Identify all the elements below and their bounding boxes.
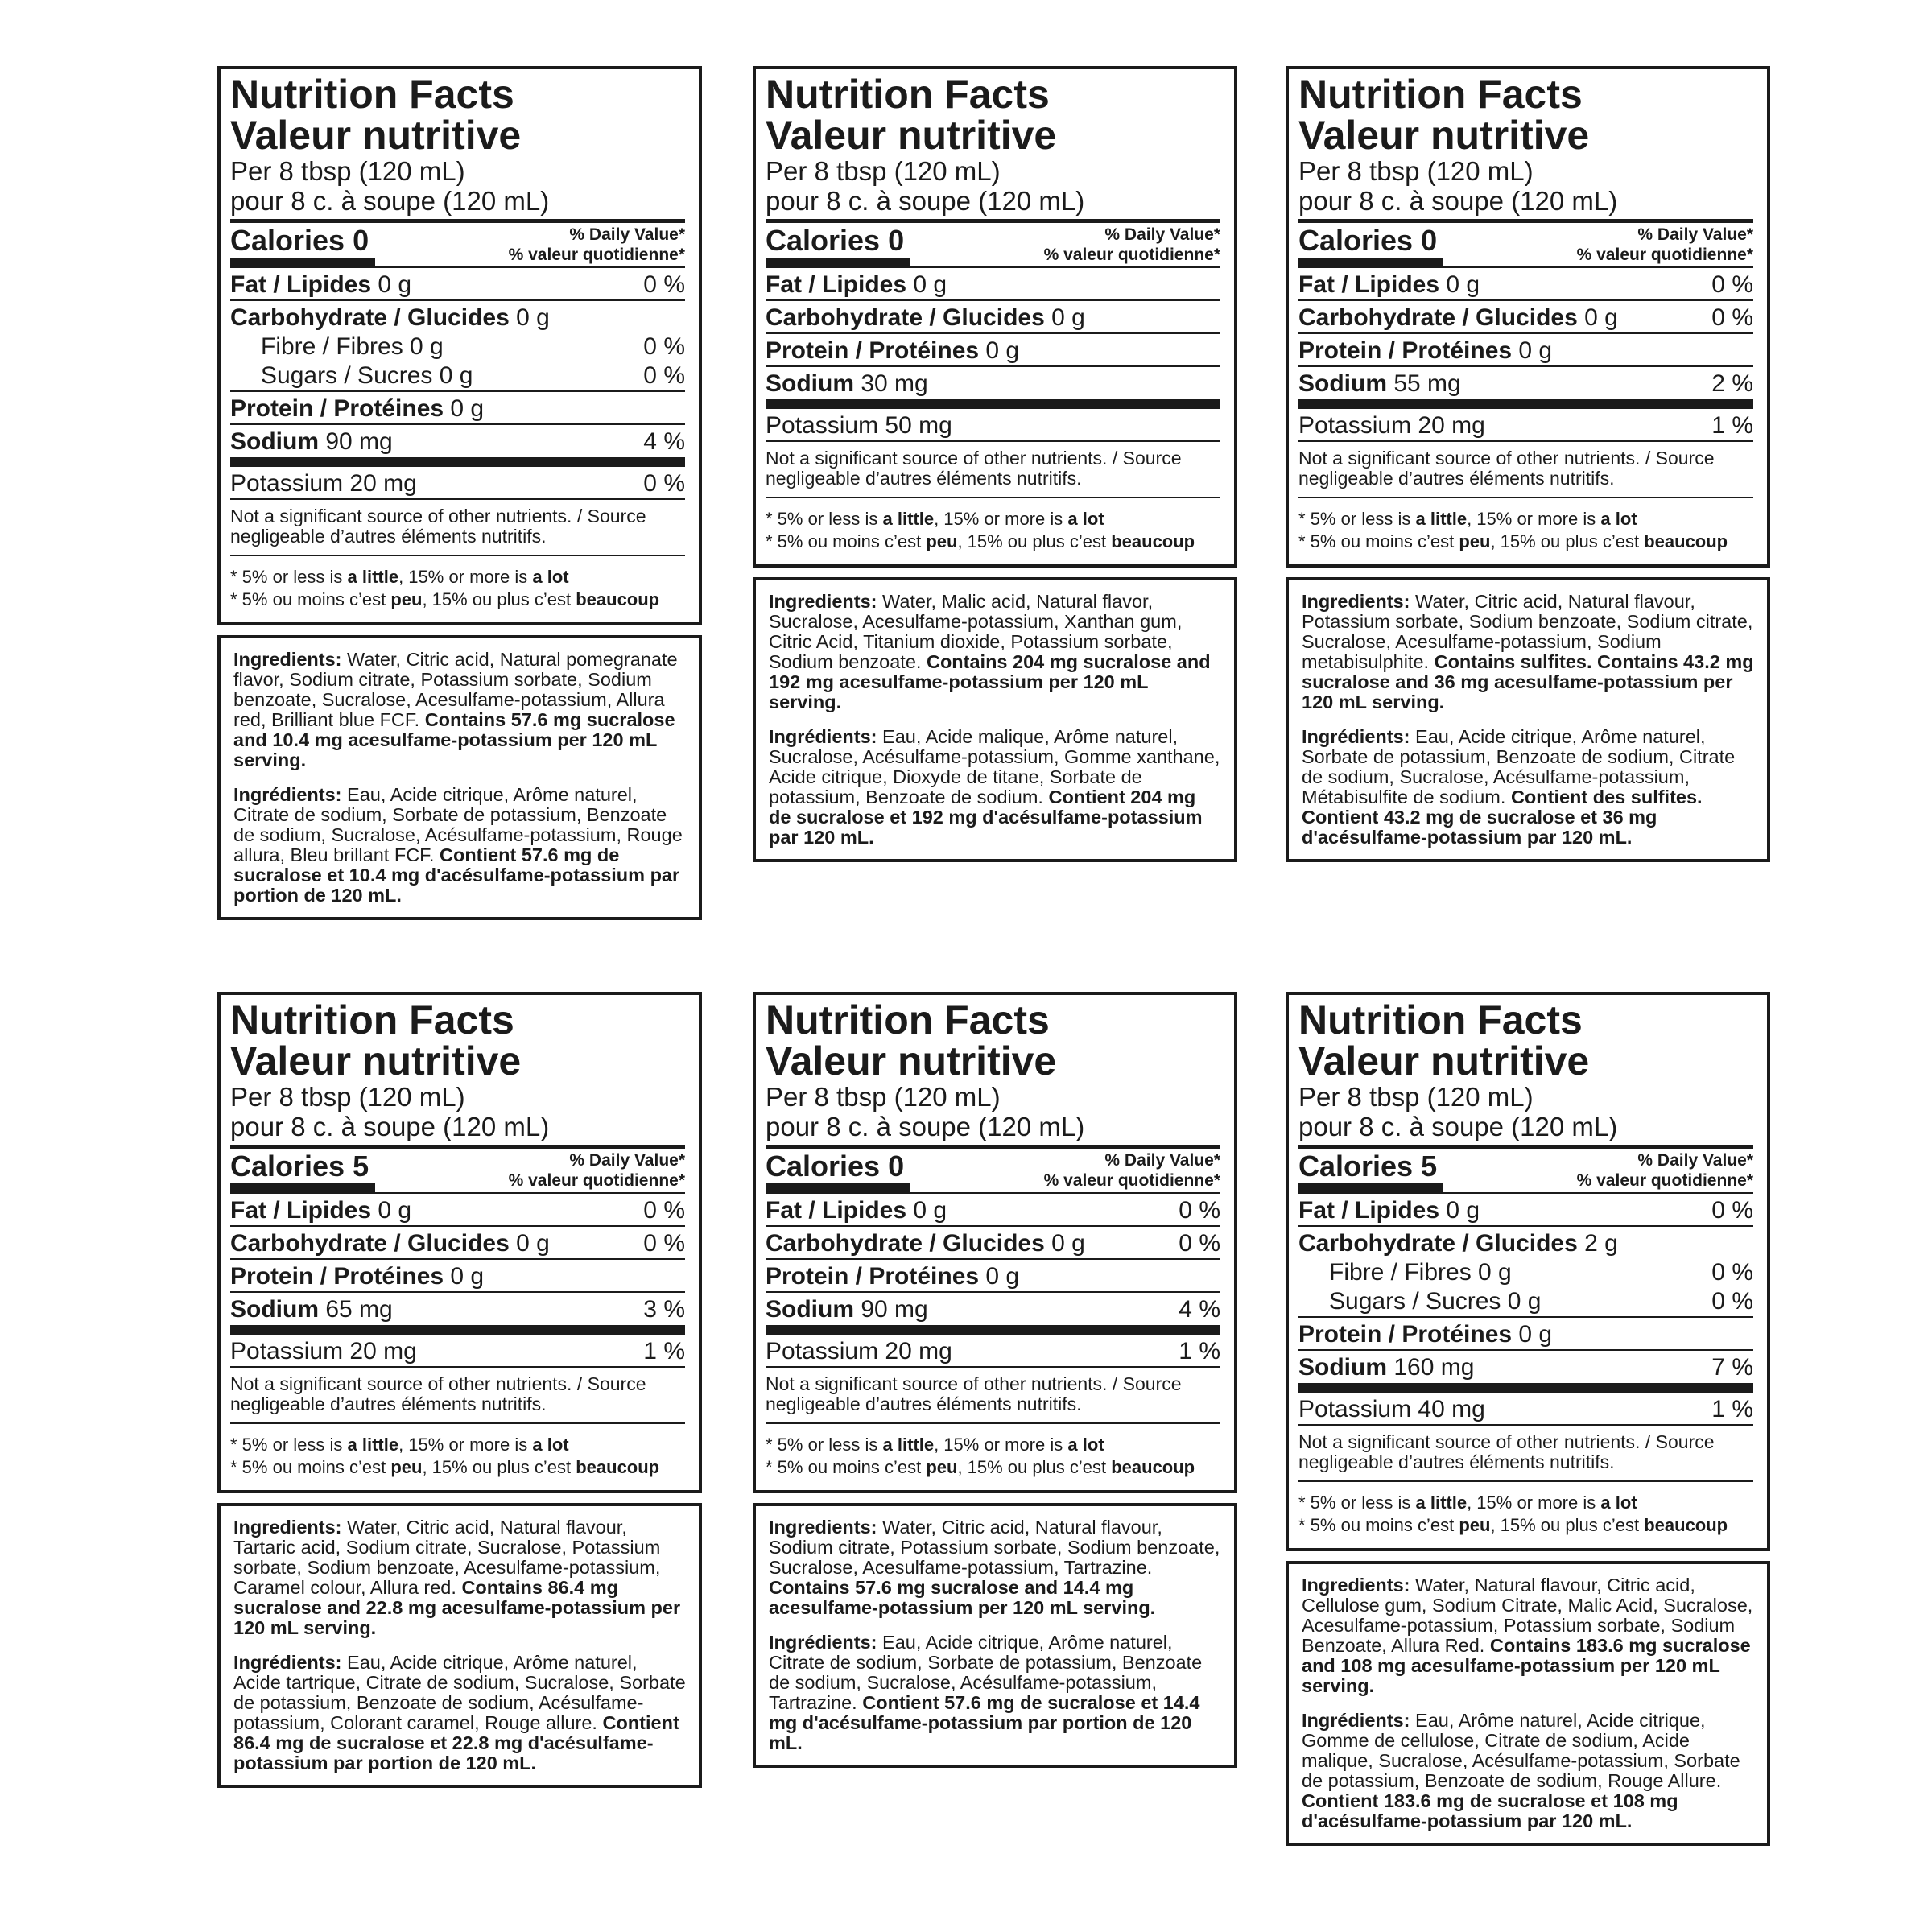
title-fr: Valeur nutritive bbox=[1298, 1038, 1590, 1084]
nutrient-daily-value: 1 % bbox=[1179, 1338, 1220, 1364]
nutrient-daily-value: 0 % bbox=[1179, 1197, 1220, 1224]
daily-value-header bbox=[1577, 225, 1753, 265]
daily-value-footnote-en: * 5% or less is a little, 15% or more is a lot bbox=[1298, 509, 1637, 529]
nutrient-daily-value: 0 % bbox=[1711, 1197, 1753, 1224]
divider-thick bbox=[766, 399, 1220, 409]
daily-value-footnote-fr: * 5% ou moins c’est peu, 15% ou plus c’est beaucoup bbox=[1298, 531, 1728, 551]
divider-thick bbox=[1298, 399, 1753, 409]
nutrient-name: Potassium 20 mg bbox=[230, 1338, 417, 1364]
nutrient-row bbox=[766, 268, 1220, 299]
nutrient-row bbox=[766, 1260, 1220, 1291]
ingredients-box bbox=[753, 1503, 1237, 1768]
daily-value-footnote bbox=[230, 1424, 685, 1479]
nutrient-daily-value: 4 % bbox=[643, 428, 685, 455]
title-fr: Valeur nutritive bbox=[1298, 113, 1590, 158]
nutrient-rows bbox=[230, 1194, 685, 1368]
calories-value: Calories 0 bbox=[766, 224, 905, 257]
serving-size-en: Per 8 tbsp (120 mL) bbox=[1298, 1082, 1534, 1112]
nutrient-rows bbox=[1298, 1194, 1753, 1426]
divider-thick bbox=[230, 1325, 685, 1335]
ingredients-fr: Ingrédients: Eau, Arôme naturel, Acide citrique, Gomme de cellulose, Citrate de sodium, Acide malique, Sucralose, Acésulfame-potassium, Sorbate de potassium, Benzoate de sodium, Rouge Allure. Contient 183.6 mg de sucralose et 108 mg d'acésulfame-potassium par 120 mL. bbox=[1302, 1710, 1740, 1831]
nutrient-name: Protein / Protéines 0 g bbox=[1298, 1321, 1553, 1348]
title-en: Nutrition Facts bbox=[1298, 997, 1583, 1042]
divider-thick bbox=[766, 219, 1220, 223]
divider-thick bbox=[230, 1145, 685, 1149]
daily-value-header-en: % Daily Value* bbox=[569, 1151, 685, 1170]
daily-value-header-en: % Daily Value* bbox=[1637, 225, 1753, 244]
nutrient-name: Sodium 55 mg bbox=[1298, 370, 1461, 397]
nutrient-name: Sugars / Sucres 0 g bbox=[261, 362, 473, 389]
nutrient-daily-value: 7 % bbox=[1711, 1354, 1753, 1381]
nutrient-row bbox=[230, 301, 685, 332]
ingredients-fr: Ingrédients: Eau, Acide citrique, Arôme naturel, Sorbate de potassium, Benzoate de sodium, Citrate de sodium, Sucralose, Acésulfame-potassium, Métabisulfite de sodium. Contient des sulfites. Contient 43.2 mg de sucralose et 36 mg d'acésulfame-potassium par 120 mL. bbox=[1302, 726, 1736, 848]
nutrient-row bbox=[230, 268, 685, 299]
nutrient-rows bbox=[766, 268, 1220, 442]
title-fr: Valeur nutritive bbox=[230, 113, 522, 158]
serving-size-en: Per 8 tbsp (120 mL) bbox=[766, 1082, 1001, 1112]
not-significant-note: Not a significant source of other nutrients. / Source negligeable d’autres éléments nutritifs. bbox=[766, 1373, 1182, 1414]
nutrient-row bbox=[766, 1335, 1220, 1366]
nutrition-facts-box bbox=[753, 992, 1237, 1493]
daily-value-footnote-en: * 5% or less is a little, 15% or more is a lot bbox=[1298, 1492, 1637, 1513]
nutrient-row bbox=[1298, 1227, 1753, 1258]
nutrient-row bbox=[1298, 1287, 1753, 1316]
nutrient-daily-value: 1 % bbox=[1711, 1396, 1753, 1422]
calories-underline bbox=[230, 258, 375, 266]
daily-value-header bbox=[509, 1150, 685, 1191]
nutrient-row bbox=[766, 1293, 1220, 1324]
calories-row bbox=[1298, 225, 1753, 266]
calories-underline bbox=[1298, 1183, 1443, 1192]
ingredients-en: Ingredients: Water, Natural flavour, Citric acid, Cellulose gum, Sodium Citrate, Malic Acid, Sucralose, Acesulfame-potassium, Potassium sorbate, Sodium Benzoate, Allura Red. Contains 183.6 mg sucralose and 108 mg acesulfame-potassium per 120 mL serving. bbox=[1302, 1575, 1753, 1696]
title-fr: Valeur nutritive bbox=[766, 113, 1057, 158]
nutrient-daily-value: 0 % bbox=[1711, 1288, 1753, 1315]
nutrient-row bbox=[1298, 1194, 1753, 1225]
ingredients-en: Ingredients: Water, Citric acid, Natural flavour, Tartaric acid, Sodium citrate, Sucralose, Potassium sorbate, Sodium benzoate, Acesulfame-potassium, Caramel colour, Allura red. Contains 86.4 mg sucralose and 22.8 mg acesulfame-potassium per 120 mL serving. bbox=[233, 1517, 681, 1638]
ingredients-fr: Ingrédients: Eau, Acide malique, Arôme naturel, Sucralose, Acésulfame-potassium, Gomme xanthane, Acide citrique, Dioxyde de titane, Sorbate de potassium, Benzoate de sodium. Contient 204 mg de sucralose et 192 mg d'acésulfame-potassium par 120 mL. bbox=[769, 726, 1220, 848]
nutrient-row bbox=[1298, 268, 1753, 299]
daily-value-footnote-en: * 5% or less is a little, 15% or more is a lot bbox=[766, 509, 1104, 529]
title-en: Nutrition Facts bbox=[1298, 72, 1583, 117]
calories-value: Calories 0 bbox=[230, 224, 369, 257]
nutrient-row bbox=[230, 1194, 685, 1225]
nutrient-daily-value: 3 % bbox=[643, 1296, 685, 1323]
daily-value-header-fr: % valeur quotidienne* bbox=[1576, 1171, 1753, 1190]
calories-value: Calories 5 bbox=[1298, 1150, 1438, 1183]
ingredients-en: Ingredients: Water, Malic acid, Natural flavor, Sucralose, Acesulfame-potassium, Xanthan gum, Citric Acid, Titanium dioxide, Potassium sorbate, Sodium benzoate. Contains 204 mg sucralose and 192 mg acesulfame-potassium per 120 mL serving. bbox=[769, 591, 1211, 712]
calories-row bbox=[230, 1150, 685, 1192]
calories-row bbox=[230, 225, 685, 266]
daily-value-header-fr: % valeur quotidienne* bbox=[1043, 1171, 1220, 1190]
nutrient-name: Fibre / Fibres 0 g bbox=[1329, 1259, 1512, 1286]
nutrient-name: Protein / Protéines 0 g bbox=[766, 1263, 1020, 1290]
nutrient-daily-value: 0 % bbox=[643, 1230, 685, 1257]
serving-size-en: Per 8 tbsp (120 mL) bbox=[230, 156, 465, 186]
nutrient-row bbox=[1298, 367, 1753, 398]
nutrient-name: Protein / Protéines 0 g bbox=[230, 1263, 485, 1290]
calories-underline bbox=[766, 1183, 910, 1192]
calories-row bbox=[766, 1150, 1220, 1192]
nutrient-name: Potassium 20 mg bbox=[1298, 412, 1485, 439]
nutrient-daily-value: 4 % bbox=[1179, 1296, 1220, 1323]
nutrient-daily-value: 0 % bbox=[643, 362, 685, 389]
ingredients-en: Ingredients: Water, Citric acid, Natural pomegranate flavor, Sodium citrate, Potassium sorbate, Sodium benzoate, Sucralose, Acesulfame-potassium, Allura red, Brilliant blue FCF. Contains 57.6 mg sucralose and 10.4 mg acesulfame-potassium per 120 mL serving. bbox=[233, 649, 678, 770]
daily-value-footnote-en: * 5% or less is a little, 15% or more is a lot bbox=[766, 1435, 1104, 1455]
nutrient-name: Potassium 20 mg bbox=[230, 470, 417, 497]
daily-value-header-en: % Daily Value* bbox=[1104, 225, 1220, 244]
title-en: Nutrition Facts bbox=[766, 997, 1050, 1042]
title-fr: Valeur nutritive bbox=[230, 1038, 522, 1084]
daily-value-header bbox=[1044, 1150, 1220, 1191]
daily-value-footnote bbox=[766, 498, 1220, 553]
daily-value-header-fr: % valeur quotidienne* bbox=[508, 1171, 685, 1190]
ingredients-fr: Ingrédients: Eau, Acide citrique, Arôme naturel, Citrate de sodium, Sorbate de potassium, Benzoate de sodium, Sucralose, Acésulfame-potassium, Rouge allura, Bleu brillant FCF. Contient 57.6 mg de sucralose et 10.4 mg d'acésulfame-potassium par portion de 120 mL. bbox=[233, 784, 683, 906]
nutrient-name: Sodium 90 mg bbox=[230, 428, 393, 455]
daily-value-header-en: % Daily Value* bbox=[1104, 1151, 1220, 1170]
not-significant-note: Not a significant source of other nutrients. / Source negligeable d’autres éléments nutritifs. bbox=[766, 448, 1182, 489]
nutrient-daily-value: 0 % bbox=[1711, 1259, 1753, 1286]
nutrient-rows bbox=[766, 1194, 1220, 1368]
title-en: Nutrition Facts bbox=[230, 997, 514, 1042]
daily-value-header-en: % Daily Value* bbox=[569, 225, 685, 244]
nutrient-row bbox=[766, 301, 1220, 332]
serving-size-fr: pour 8 c. à soupe (120 mL) bbox=[230, 186, 550, 216]
nutrient-daily-value: 0 % bbox=[643, 333, 685, 360]
nutrient-name: Fat / Lipides 0 g bbox=[766, 271, 947, 298]
nutrient-daily-value: 0 % bbox=[1711, 304, 1753, 331]
daily-value-footnote-fr: * 5% ou moins c’est peu, 15% ou plus c’est beaucoup bbox=[766, 531, 1195, 551]
nutrient-name: Protein / Protéines 0 g bbox=[1298, 337, 1553, 364]
divider-thick bbox=[766, 1145, 1220, 1149]
nutrition-facts-box bbox=[1286, 992, 1770, 1551]
nutrient-name: Potassium 40 mg bbox=[1298, 1396, 1485, 1422]
ingredients-box bbox=[217, 1503, 702, 1788]
calories-value: Calories 0 bbox=[1298, 224, 1438, 257]
daily-value-footnote-fr: * 5% ou moins c’est peu, 15% ou plus c’est beaucoup bbox=[1298, 1515, 1728, 1535]
daily-value-header bbox=[509, 225, 685, 265]
nutrient-name: Carbohydrate / Glucides 2 g bbox=[1298, 1230, 1618, 1257]
nutrition-facts-box bbox=[217, 992, 702, 1493]
not-significant-note: Not a significant source of other nutrients. / Source negligeable d’autres éléments nutritifs. bbox=[230, 1373, 646, 1414]
nutrient-name: Sugars / Sucres 0 g bbox=[1329, 1288, 1542, 1315]
daily-value-footnote-en: * 5% or less is a little, 15% or more is a lot bbox=[230, 567, 569, 587]
title-en: Nutrition Facts bbox=[766, 72, 1050, 117]
nutrient-daily-value: 0 % bbox=[643, 1197, 685, 1224]
divider-thick bbox=[1298, 1383, 1753, 1393]
nutrient-name: Protein / Protéines 0 g bbox=[766, 337, 1020, 364]
calories-underline bbox=[1298, 258, 1443, 266]
nutrient-row bbox=[230, 392, 685, 423]
daily-value-header-fr: % valeur quotidienne* bbox=[1043, 246, 1220, 264]
calories-value: Calories 0 bbox=[766, 1150, 905, 1183]
nutrient-row bbox=[230, 1260, 685, 1291]
nutrient-daily-value: 0 % bbox=[1179, 1230, 1220, 1257]
calories-underline bbox=[766, 258, 910, 266]
nutrient-name: Fat / Lipides 0 g bbox=[1298, 1197, 1480, 1224]
nutrient-row bbox=[230, 1335, 685, 1366]
serving-size-fr: pour 8 c. à soupe (120 mL) bbox=[1298, 186, 1618, 216]
nutrient-name: Potassium 50 mg bbox=[766, 412, 952, 439]
not-significant-note: Not a significant source of other nutrients. / Source negligeable d’autres éléments nutritifs. bbox=[1298, 1431, 1715, 1472]
daily-value-footnote bbox=[766, 1424, 1220, 1479]
divider-thick bbox=[230, 457, 685, 467]
nutrient-name: Fat / Lipides 0 g bbox=[766, 1197, 947, 1224]
nutrient-row bbox=[230, 425, 685, 456]
ingredients-fr: Ingrédients: Eau, Acide citrique, Arôme naturel, Acide tartrique, Citrate de sodium, Sucralose, Sorbate de potassium, Benzoate de sodium, Acésulfame-potassium, Colorant caramel, Rouge allure. Contient 86.4 mg de sucralose et 22.8 mg d'acésulfame-potassium par portion de 120 mL. bbox=[233, 1652, 686, 1773]
calories-row bbox=[1298, 1150, 1753, 1192]
nutrient-row bbox=[1298, 301, 1753, 332]
nutrient-daily-value: 0 % bbox=[1711, 271, 1753, 298]
serving-size-fr: pour 8 c. à soupe (120 mL) bbox=[230, 1112, 550, 1141]
nutrient-row bbox=[230, 361, 685, 390]
nutrient-row bbox=[766, 367, 1220, 398]
divider-thick bbox=[766, 1325, 1220, 1335]
nutrient-name: Carbohydrate / Glucides 0 g bbox=[1298, 304, 1618, 331]
nutrient-rows bbox=[1298, 268, 1753, 442]
nutrition-facts-box bbox=[753, 66, 1237, 568]
nutrition-facts-box bbox=[217, 66, 702, 625]
daily-value-footnote bbox=[1298, 1482, 1753, 1537]
daily-value-footnote-en: * 5% or less is a little, 15% or more is a lot bbox=[230, 1435, 569, 1455]
daily-value-footnote bbox=[1298, 498, 1753, 553]
daily-value-footnote-fr: * 5% ou moins c’est peu, 15% ou plus c’est beaucoup bbox=[230, 1457, 660, 1477]
nutrient-daily-value: 1 % bbox=[1711, 412, 1753, 439]
nutrient-name: Carbohydrate / Glucides 0 g bbox=[230, 304, 550, 331]
ingredients-box bbox=[1286, 577, 1770, 862]
nutrient-name: Sodium 160 mg bbox=[1298, 1354, 1475, 1381]
serving-size-fr: pour 8 c. à soupe (120 mL) bbox=[766, 186, 1085, 216]
nutrient-row bbox=[230, 332, 685, 361]
nutrient-daily-value: 2 % bbox=[1711, 370, 1753, 397]
nutrient-row bbox=[1298, 1351, 1753, 1382]
nutrient-name: Carbohydrate / Glucides 0 g bbox=[766, 304, 1085, 331]
nutrient-row bbox=[230, 1293, 685, 1324]
ingredients-en: Ingredients: Water, Citric acid, Natural flavour, Potassium sorbate, Sodium benzoate, Sodium citrate, Sucralose, Acesulfame-potassium, Sodium metabisulphite. Contains sulfites. Contains 43.2 mg sucralose and 36 mg acesulfame-potassium per 120 mL serving. bbox=[1302, 591, 1754, 712]
daily-value-header-en: % Daily Value* bbox=[1637, 1151, 1753, 1170]
nutrient-daily-value: 0 % bbox=[643, 271, 685, 298]
nutrient-row bbox=[1298, 334, 1753, 365]
nutrient-row bbox=[766, 1194, 1220, 1225]
title-en: Nutrition Facts bbox=[230, 72, 514, 117]
serving-size-en: Per 8 tbsp (120 mL) bbox=[1298, 156, 1534, 186]
nutrient-name: Sodium 30 mg bbox=[766, 370, 928, 397]
not-significant-note: Not a significant source of other nutrients. / Source negligeable d’autres éléments nutritifs. bbox=[1298, 448, 1715, 489]
divider-thick bbox=[230, 219, 685, 223]
nutrient-name: Fat / Lipides 0 g bbox=[1298, 271, 1480, 298]
ingredients-en: Ingredients: Water, Citric acid, Natural flavour, Sodium citrate, Potassium sorbate, Sodium benzoate, Sucralose, Acesulfame-potassium, Tartrazine. Contains 57.6 mg sucralose and 14.4 mg acesulfame-potassium per 120 mL serving. bbox=[769, 1517, 1220, 1618]
daily-value-header-fr: % valeur quotidienne* bbox=[508, 246, 685, 264]
nutrient-name: Potassium 20 mg bbox=[766, 1338, 952, 1364]
nutrient-name: Carbohydrate / Glucides 0 g bbox=[766, 1230, 1085, 1257]
nutrient-row bbox=[766, 409, 1220, 440]
serving-size-fr: pour 8 c. à soupe (120 mL) bbox=[766, 1112, 1085, 1141]
daily-value-header bbox=[1577, 1150, 1753, 1191]
nutrient-row bbox=[230, 1227, 685, 1258]
nutrient-name: Fibre / Fibres 0 g bbox=[261, 333, 444, 360]
nutrient-name: Fat / Lipides 0 g bbox=[230, 271, 412, 298]
ingredients-box bbox=[1286, 1561, 1770, 1846]
nutrient-name: Fat / Lipides 0 g bbox=[230, 1197, 412, 1224]
nutrient-daily-value: 0 % bbox=[643, 470, 685, 497]
daily-value-footnote-fr: * 5% ou moins c’est peu, 15% ou plus c’est beaucoup bbox=[230, 589, 660, 609]
serving-size-fr: pour 8 c. à soupe (120 mL) bbox=[1298, 1112, 1618, 1141]
nutrient-row bbox=[230, 467, 685, 498]
calories-value: Calories 5 bbox=[230, 1150, 369, 1183]
daily-value-header bbox=[1044, 225, 1220, 265]
nutrient-name: Carbohydrate / Glucides 0 g bbox=[230, 1230, 550, 1257]
nutrient-name: Sodium 65 mg bbox=[230, 1296, 393, 1323]
ingredients-box bbox=[217, 635, 702, 920]
nutrient-daily-value: 1 % bbox=[643, 1338, 685, 1364]
nutrient-row bbox=[766, 1227, 1220, 1258]
nutrient-row bbox=[1298, 409, 1753, 440]
nutrient-name: Sodium 90 mg bbox=[766, 1296, 928, 1323]
nutrient-row bbox=[766, 334, 1220, 365]
nutrition-facts-box bbox=[1286, 66, 1770, 568]
daily-value-footnote bbox=[230, 556, 685, 611]
nutrient-row bbox=[1298, 1318, 1753, 1349]
calories-row bbox=[766, 225, 1220, 266]
serving-size-en: Per 8 tbsp (120 mL) bbox=[766, 156, 1001, 186]
serving-size-en: Per 8 tbsp (120 mL) bbox=[230, 1082, 465, 1112]
daily-value-footnote-fr: * 5% ou moins c’est peu, 15% ou plus c’est beaucoup bbox=[766, 1457, 1195, 1477]
not-significant-note: Not a significant source of other nutrients. / Source negligeable d’autres éléments nutritifs. bbox=[230, 506, 646, 547]
divider-thick bbox=[1298, 1145, 1753, 1149]
ingredients-box bbox=[753, 577, 1237, 862]
calories-underline bbox=[230, 1183, 375, 1192]
nutrient-name: Protein / Protéines 0 g bbox=[230, 395, 485, 422]
daily-value-header-fr: % valeur quotidienne* bbox=[1576, 246, 1753, 264]
divider-thick bbox=[1298, 219, 1753, 223]
nutrient-row bbox=[1298, 1393, 1753, 1424]
nutrient-row bbox=[1298, 1258, 1753, 1287]
nutrient-rows bbox=[230, 268, 685, 500]
title-fr: Valeur nutritive bbox=[766, 1038, 1057, 1084]
ingredients-fr: Ingrédients: Eau, Acide citrique, Arôme naturel, Citrate de sodium, Sorbate de potassium, Benzoate de sodium, Sucralose, Acésulfame-potassium, Tartrazine. Contient 57.6 mg de sucralose et 14.4 mg d'acésulfame-potassium par portion de 120 mL. bbox=[769, 1632, 1203, 1753]
